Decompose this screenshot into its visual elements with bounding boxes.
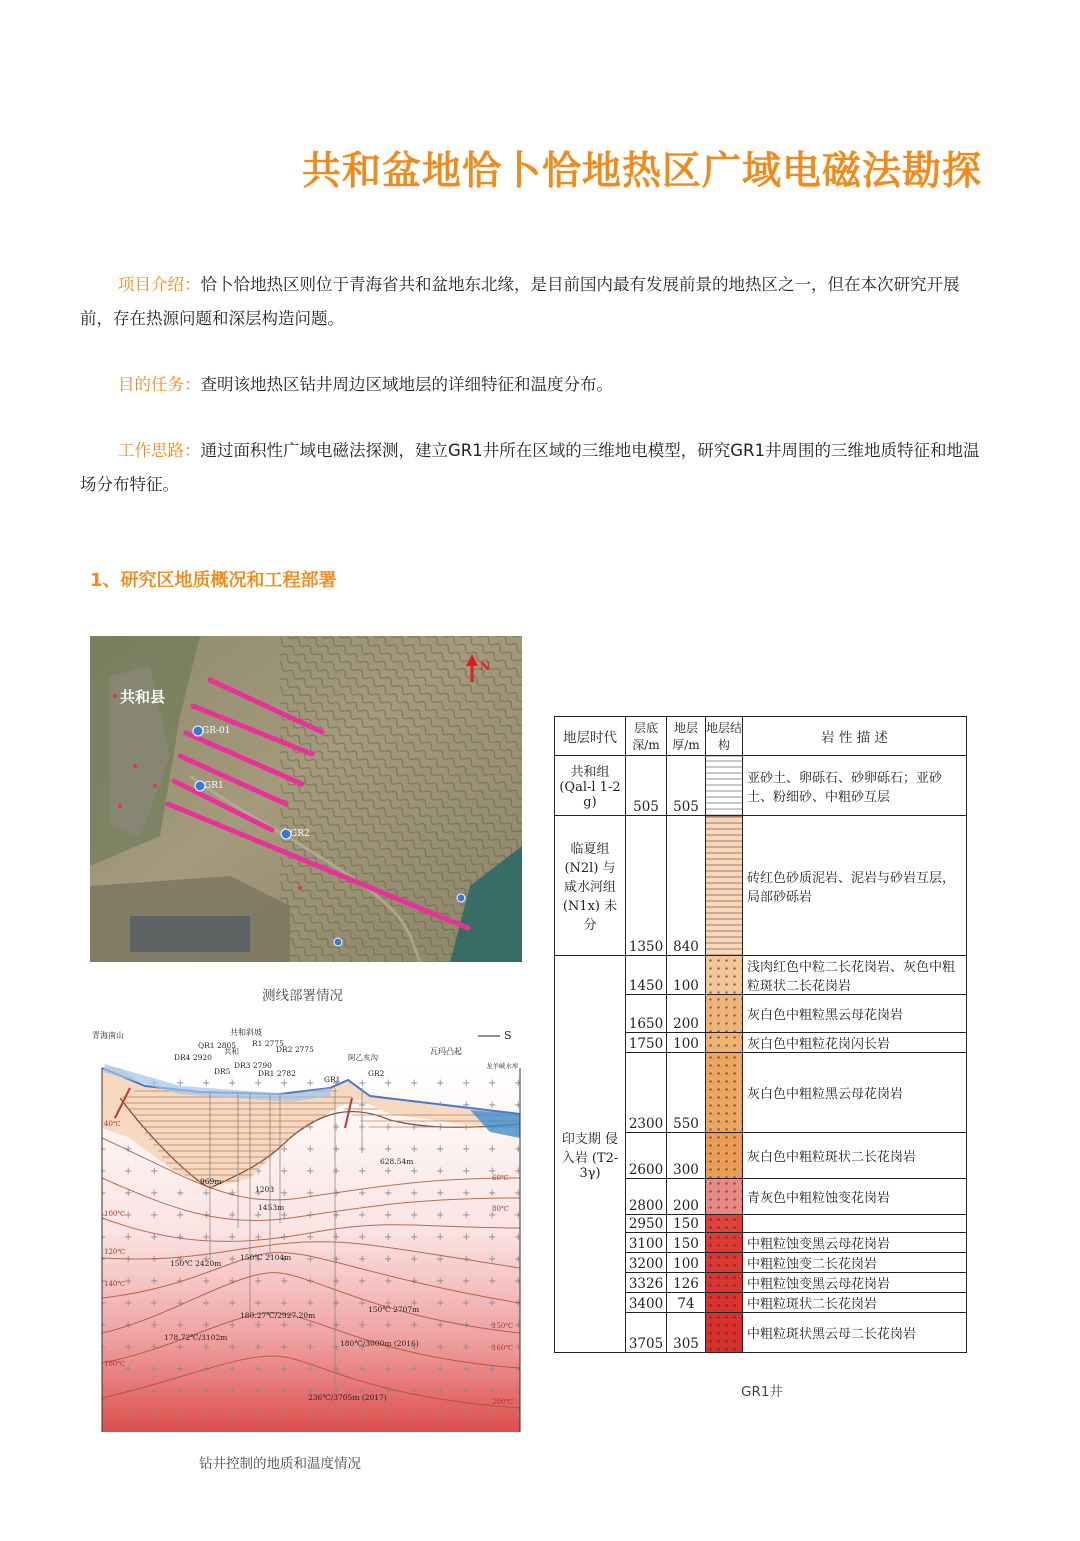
section-heading: 1、研究区地质概况和工程部署 [90,570,337,591]
xs-well-dr3: DR3 2790 [234,1061,272,1070]
map-north-label: N [480,660,491,673]
well-row [555,756,967,816]
task-lead: 目的任务： [118,375,201,394]
layer-thickness: 126 [667,1273,706,1293]
xs-place-longyangxia: 龙羊峡水库 [486,1062,519,1070]
xs-depth-628: 628.54m [380,1157,414,1166]
xs-depth-1453: 1453m [258,1203,285,1212]
layer-thickness: 150 [667,1233,706,1253]
layer-thickness: 300 [667,1133,706,1179]
bottom-depth: 1750 [626,1033,667,1053]
stratum-name: 临夏组 (N2l) 与 咸水河组 (N1x) 未分 [555,816,626,956]
xs-temp-5: 180℃/3000m (2016) [340,1339,419,1348]
col-header-structure: 地层结构 [706,717,743,756]
well-row [555,956,967,995]
lithology-description: 中粗粒斑状黑云母二长花岗岩 [743,1313,967,1353]
iso-120: 120℃ [104,1248,126,1256]
map-town-label: 共和县 [120,688,166,706]
col-header-bottom: 层底深/m [626,717,667,756]
layer-thickness: 305 [667,1313,706,1353]
xs-well-dr1: DR1 2782 [258,1069,296,1078]
lithology-swatch [706,1253,743,1273]
col-header-lithology: 岩 性 描 述 [743,717,967,756]
well-column-table [554,716,967,1353]
xs-temp-4: 178.72℃/3102m [164,1333,228,1342]
iso-160: 160℃ [492,1344,514,1352]
lithology-swatch [706,956,743,995]
xs-mid-label: 共和斜坡 [230,1028,262,1037]
bottom-depth: 2600 [626,1133,667,1179]
bottom-depth: 1650 [626,995,667,1033]
xs-depth-969: 969m [200,1177,222,1186]
lithology-swatch [706,816,743,956]
bottom-depth: 3100 [626,1233,667,1253]
lithology-description: 亚砂土、卵砾石、砂卵砾石；亚砂土、粉细砂、中粗砂互层 [743,756,967,816]
cross-section-figure [90,1028,522,1432]
lithology-description: 中粗粒蚀变黑云母花岗岩 [743,1273,967,1293]
lithology-swatch [706,1133,743,1179]
lithology-description: 灰白色中粗粒黑云母花岗岩 [743,995,967,1033]
xs-temp-1: 150℃ 2420m [170,1259,222,1268]
intro-paragraph [80,268,985,336]
xs-well-dr5: DR5 [214,1067,231,1076]
xs-well-r1: R1 2775 [252,1039,284,1048]
bottom-depth: 2950 [626,1215,667,1233]
xs-temp-6: 236℃/3705m (2017) [308,1393,387,1402]
xs-depth-1203: 1203 [255,1185,275,1194]
xs-temp-2: 150℃ 2104m [240,1253,292,1262]
lithology-description: 灰白色中粗粒花岗闪长岩 [743,1033,967,1053]
lithology-description: 中粗粒蚀变二长花岗岩 [743,1253,967,1273]
lithology-description: 青灰色中粗粒蚀变花岗岩 [743,1179,967,1215]
lithology-description: 浅肉红色中粒二长花岗岩、灰色中粗粒斑状二长花岗岩 [743,956,967,995]
well-row [555,816,967,956]
iso-100: 100℃ [104,1210,126,1218]
xs-place-gonghe: 共和 [224,1047,239,1056]
lithology-swatch [706,1313,743,1353]
lithology-swatch [706,1215,743,1233]
iso-140: 140℃ [104,1280,126,1288]
xs-well-dr4: DR4 2920 [174,1053,212,1062]
xs-well-dr2: DR2 2775 [276,1045,314,1054]
lithology-swatch [706,1293,743,1313]
map-well-gr01: GR-01 [202,726,231,736]
stratum-name: 共和组 (Qal-l 1-2 g) [555,756,626,816]
cross-section-caption: 钻井控制的地质和温度情况 [199,1456,361,1472]
lithology-swatch [706,1273,743,1293]
iso-80: 80℃ [492,1205,509,1213]
bottom-depth: 3400 [626,1293,667,1313]
bottom-depth: 3200 [626,1253,667,1273]
bottom-depth: 2800 [626,1179,667,1215]
lithology-description: 灰白色中粗粒黑云母花岗岩 [743,1053,967,1133]
lithology-swatch [706,1033,743,1053]
intro-lead: 项目介绍： [118,275,201,294]
xs-place-ayihaigou: 阿乙亥沟 [348,1053,378,1062]
xs-left-label: 青海南山 [92,1031,124,1040]
iso-180: 180℃ [104,1360,126,1368]
well-caption: GR1井 [741,1384,783,1400]
survey-map [90,636,522,962]
xs-well-gr2: GR2 [368,1069,385,1078]
layer-thickness: 840 [667,816,706,956]
layer-thickness: 200 [667,1179,706,1215]
layer-thickness: 550 [667,1053,706,1133]
layer-thickness: 100 [667,956,706,995]
lithology-description: 中粗粒蚀变黑云母花岗岩 [743,1233,967,1253]
col-header-era: 地层时代 [555,717,626,756]
layer-thickness: 100 [667,1033,706,1053]
bottom-depth: 2300 [626,1053,667,1133]
layer-thickness: 150 [667,1215,706,1233]
iso-150: 150℃ [492,1322,514,1330]
layer-thickness: 74 [667,1293,706,1313]
lithology-description [743,1215,967,1233]
iso-60: 60℃ [492,1174,509,1182]
well-column-body [555,756,967,1353]
bottom-depth: 1350 [626,816,667,956]
intro-text: 恰卜恰地热区则位于青海省共和盆地东北缘，是目前国内最有发展前景的地热区之一，但在本次研究开展前，存在热源问题和深层构造问题。 [80,275,960,328]
task-paragraph [80,368,985,402]
xs-temp-3: 180.27℃/2927.20m [240,1311,316,1320]
lithology-description: 砖红色砂质泥岩、泥岩与砂岩互层，局部砂砾岩 [743,816,967,956]
xs-well-qr1: QR1 2805 [198,1041,237,1050]
task-text: 查明该地热区钻井周边区域地层的详细特征和温度分布。 [200,375,613,394]
bottom-depth: 3705 [626,1313,667,1353]
xs-right-label: 瓦玛凸起 [430,1047,462,1056]
bottom-depth: 3326 [626,1273,667,1293]
approach-text: 通过面积性广域电磁法探测，建立GR1井所在区域的三维地电模型，研究GR1井周围的三维地质特征和地温场分布特征。 [80,441,980,494]
lithology-swatch [706,1233,743,1253]
layer-thickness: 505 [667,756,706,816]
col-header-thickness: 地层厚/m [667,717,706,756]
layer-thickness: 200 [667,995,706,1033]
lithology-swatch [706,1179,743,1215]
map-well-gr2: GR2 [290,829,310,839]
xs-temp-7: 150℃ 2707m [368,1305,420,1314]
layer-thickness: 100 [667,1253,706,1273]
iso-200: 200℃ [492,1398,514,1406]
approach-paragraph [80,434,985,502]
stratum-name: 印支期 侵入岩 (T2-3γ) [555,956,626,1353]
approach-lead: 工作思路： [118,441,201,460]
lithology-swatch [706,756,743,816]
map-caption: 测线部署情况 [262,988,343,1004]
lithology-description: 灰白色中粗粒斑状二长花岗岩 [743,1133,967,1179]
xs-well-gr1: GR1 [324,1075,341,1084]
lithology-description: 中粗粒斑状二长花岗岩 [743,1293,967,1313]
iso-40: 40℃ [104,1120,121,1128]
xs-arrow-label: S [504,1029,512,1042]
bottom-depth: 1450 [626,956,667,995]
bottom-depth: 505 [626,756,667,816]
page-title: 共和盆地恰卜恰地热区广域电磁法勘探 [301,149,982,194]
map-well-gr1: GR1 [204,781,224,791]
lithology-swatch [706,995,743,1033]
lithology-swatch [706,1053,743,1133]
